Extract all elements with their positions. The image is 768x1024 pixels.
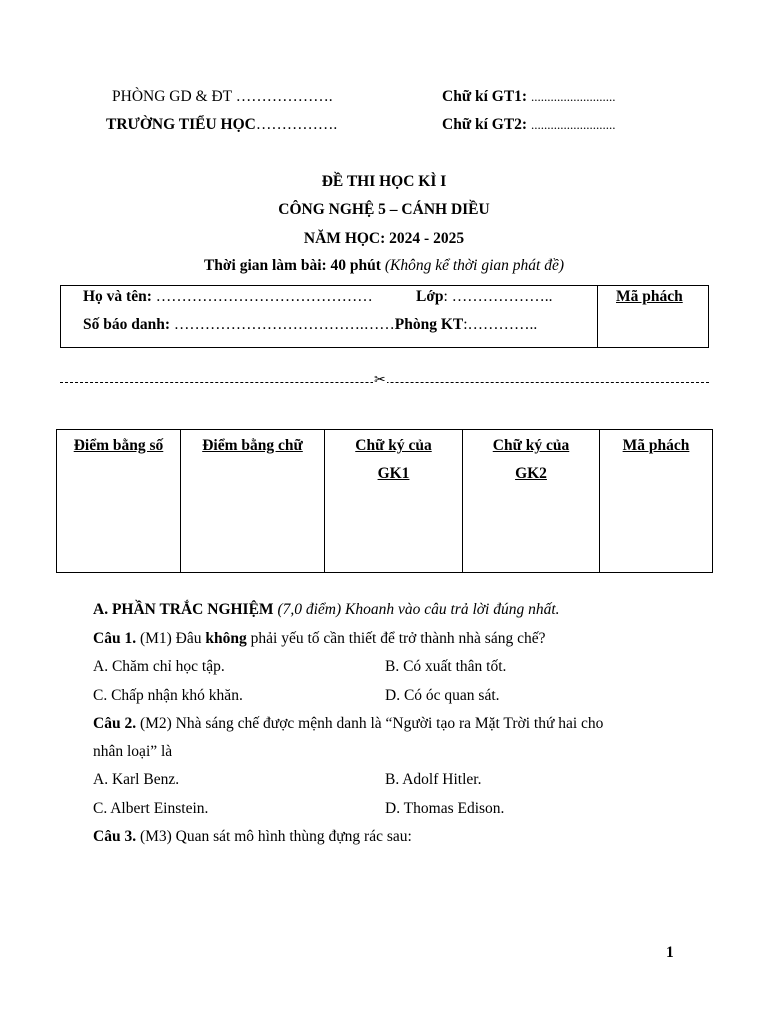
exam-title: ĐỀ THI HỌC KÌ I bbox=[321, 173, 447, 190]
class-row[interactable] bbox=[416, 288, 552, 306]
class-label: Lớp bbox=[416, 288, 444, 305]
question-1-text-before: (M1) Đâu bbox=[139, 630, 202, 647]
question-3 bbox=[93, 828, 412, 846]
sbd-dots: ……………………………….…… bbox=[173, 316, 395, 333]
score-text-label: Điểm bằng chữ bbox=[202, 437, 303, 454]
room-label: Phòng KT bbox=[394, 316, 464, 333]
score-table bbox=[56, 429, 713, 573]
sig1-label: Chữ kí GT1: bbox=[442, 88, 528, 105]
code-cell[interactable] bbox=[600, 430, 713, 573]
exam-subject: CÔNG NGHỆ 5 – CÁNH DIỀU bbox=[278, 201, 490, 218]
dept-label: PHÒNG GD & ĐT bbox=[112, 88, 232, 105]
section-a-heading bbox=[93, 601, 560, 619]
sig1-dots: .......................... bbox=[530, 89, 616, 104]
section-a-title: A. PHẦN TRẮC NGHIỆM bbox=[93, 601, 274, 618]
sbd-label: Số báo danh: bbox=[83, 316, 171, 333]
dept-dots: ………………. bbox=[235, 88, 333, 105]
name-dots: …………………………………… bbox=[155, 288, 373, 305]
school-dots: ……………. bbox=[255, 116, 338, 133]
class-dots: : ……………….. bbox=[443, 288, 553, 305]
question-2-text-2: nhân loại” là bbox=[93, 743, 173, 760]
question-3-text: (M3) Quan sát mô hình thùng đựng rác sau: bbox=[139, 828, 412, 845]
time-note: (Không kể thời gian phát đề) bbox=[384, 257, 565, 274]
score-number-label: Điểm bằng số bbox=[73, 437, 164, 454]
name-label: Họ và tên: bbox=[83, 288, 152, 305]
question-3-label: Câu 3. bbox=[93, 828, 137, 845]
q2-option-d[interactable]: D. Thomas Edison. bbox=[385, 800, 505, 817]
gk1-label-2: GK1 bbox=[377, 465, 410, 482]
sig2-dots: .......................... bbox=[530, 117, 616, 132]
q2-option-a[interactable]: A. Karl Benz. bbox=[93, 771, 180, 788]
sig1-line bbox=[442, 88, 615, 106]
q1-option-c[interactable]: C. Chấp nhận khó khăn. bbox=[93, 687, 243, 704]
q2-option-b[interactable]: B. Adolf Hitler. bbox=[385, 771, 482, 788]
q1-option-a[interactable]: A. Chăm chỉ học tập. bbox=[93, 658, 225, 675]
question-1-emphasis: không bbox=[205, 630, 247, 647]
sig2-line bbox=[442, 116, 615, 134]
score-number-cell[interactable] bbox=[57, 430, 181, 573]
gk2-sign-cell[interactable] bbox=[463, 430, 600, 573]
dept-line bbox=[112, 88, 333, 106]
question-1 bbox=[93, 630, 545, 648]
code-cell-label: Mã phách bbox=[622, 437, 690, 454]
gk2-label-2: GK2 bbox=[515, 465, 547, 482]
question-1-label: Câu 1. bbox=[93, 630, 137, 647]
gk1-label-1: Chữ ký của bbox=[355, 437, 432, 454]
question-2-label: Câu 2. bbox=[93, 715, 137, 732]
question-2-text-1: (M2) Nhà sáng chế được mệnh danh là “Người tạo ra Mặt Trời thứ hai cho bbox=[139, 715, 604, 732]
school-label: TRƯỜNG TIỂU HỌC bbox=[106, 116, 256, 133]
sbd-row[interactable] bbox=[83, 316, 537, 334]
school-line bbox=[106, 116, 337, 134]
exam-year: NĂM HỌC: 2024 - 2025 bbox=[303, 230, 465, 247]
gk2-label-1: Chữ ký của bbox=[492, 437, 570, 454]
exam-time bbox=[0, 257, 768, 275]
score-text-cell[interactable] bbox=[181, 430, 325, 573]
page-number: 1 bbox=[666, 944, 674, 961]
q1-option-b[interactable]: B. Có xuất thân tốt. bbox=[385, 658, 507, 675]
info-divider bbox=[597, 286, 598, 347]
room-dots: :………….. bbox=[463, 316, 538, 333]
scissors-icon: ✂ bbox=[374, 372, 386, 388]
time-label: Thời gian làm bài: 40 phút bbox=[203, 257, 381, 274]
gk1-sign-cell[interactable] bbox=[325, 430, 463, 573]
q1-option-d[interactable]: D. Có óc quan sát. bbox=[385, 687, 500, 704]
code-label: Mã phách bbox=[616, 288, 683, 305]
name-row[interactable] bbox=[83, 288, 373, 306]
section-a-note: (7,0 điểm) Khoanh vào câu trả lời đúng nhất. bbox=[277, 601, 560, 618]
sig2-label: Chữ kí GT2: bbox=[442, 116, 528, 133]
student-info-box bbox=[60, 285, 709, 348]
question-2 bbox=[93, 715, 603, 733]
question-1-text-after: phải yếu tố cần thiết để trở thành nhà sáng chế? bbox=[250, 630, 546, 647]
q2-option-c[interactable]: C. Albert Einstein. bbox=[93, 800, 209, 817]
